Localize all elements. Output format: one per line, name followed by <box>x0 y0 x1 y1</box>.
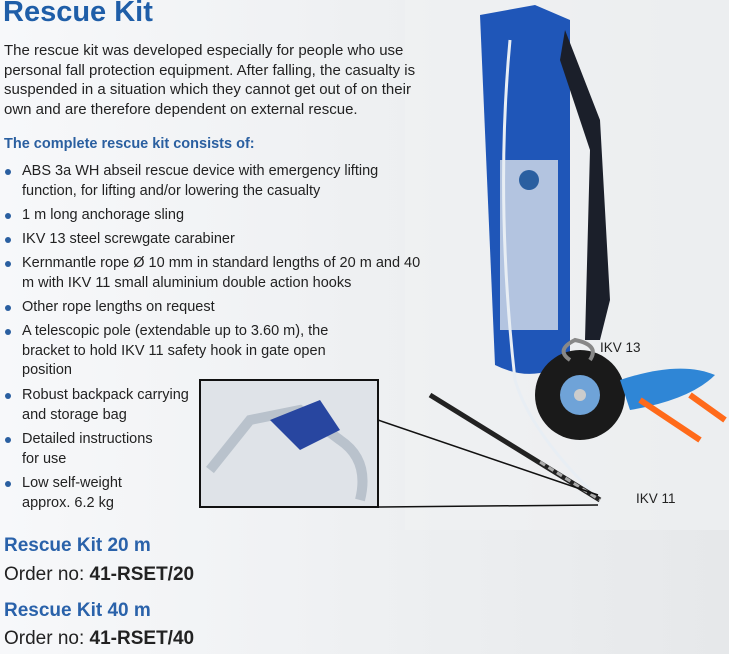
list-item <box>22 430 172 469</box>
bullet-icon <box>5 329 11 335</box>
contents-heading: The complete rescue kit consists of: <box>4 136 255 152</box>
page-title: Rescue Kit <box>3 0 153 28</box>
ikv11-label: IKV 11 <box>636 491 676 506</box>
kit-name: Rescue Kit 20 m <box>4 535 151 556</box>
item-text: 1 m long anchorage sling <box>22 207 185 223</box>
list-item <box>22 474 152 513</box>
item-text: ABS 3a WH abseil rescue device with emergency lifting function, for lifting and/or lowering the casualty <box>22 163 379 199</box>
list-item <box>22 322 342 381</box>
item-text: A telescopic pole (extendable up to 3.60 m), the bracket to hold IKV 11 safety hook in gate open position <box>22 323 329 378</box>
bullet-icon <box>5 237 11 243</box>
ikv13-label: IKV 13 <box>600 340 641 355</box>
bullet-icon <box>5 213 11 219</box>
bullet-icon <box>5 437 11 443</box>
list-item <box>22 254 422 293</box>
order-number <box>4 628 194 650</box>
order-code: 41-RSET/20 <box>89 564 195 585</box>
bullet-icon <box>5 169 11 175</box>
order-number <box>4 564 194 586</box>
item-text: Kernmantle rope Ø 10 mm in standard lengths of 20 m and 40 m with IKV 11 small aluminium double action hooks <box>22 255 421 291</box>
order-code: 41-RSET/40 <box>89 628 195 649</box>
item-text: Detailed instructions for use <box>22 431 153 467</box>
bullet-icon <box>5 393 11 399</box>
list-item <box>22 386 192 425</box>
bullet-icon <box>5 481 11 487</box>
item-text: IKV 13 steel screwgate carabiner <box>22 231 235 247</box>
list-item <box>22 206 184 226</box>
intro-paragraph: The rescue kit was developed especially for people who use personal fall protection equipment. After falling, the casualty is suspended in a situation which they cannot get out of on their own and are therefore dependent on external rescue. <box>4 42 416 118</box>
list-item <box>22 298 215 318</box>
list-item <box>22 230 235 250</box>
kit-name: Rescue Kit 40 m <box>4 600 151 621</box>
item-text: Other rope lengths on request <box>22 299 215 315</box>
order-label: Order no: <box>4 628 85 649</box>
item-text: Low self-weight approx. 6.2 kg <box>22 475 122 511</box>
order-label: Order no: <box>4 564 85 585</box>
list-item <box>22 162 412 201</box>
bullet-icon <box>5 305 11 311</box>
item-text: Robust backpack carrying and storage bag <box>22 387 189 423</box>
bullet-icon <box>5 261 11 267</box>
